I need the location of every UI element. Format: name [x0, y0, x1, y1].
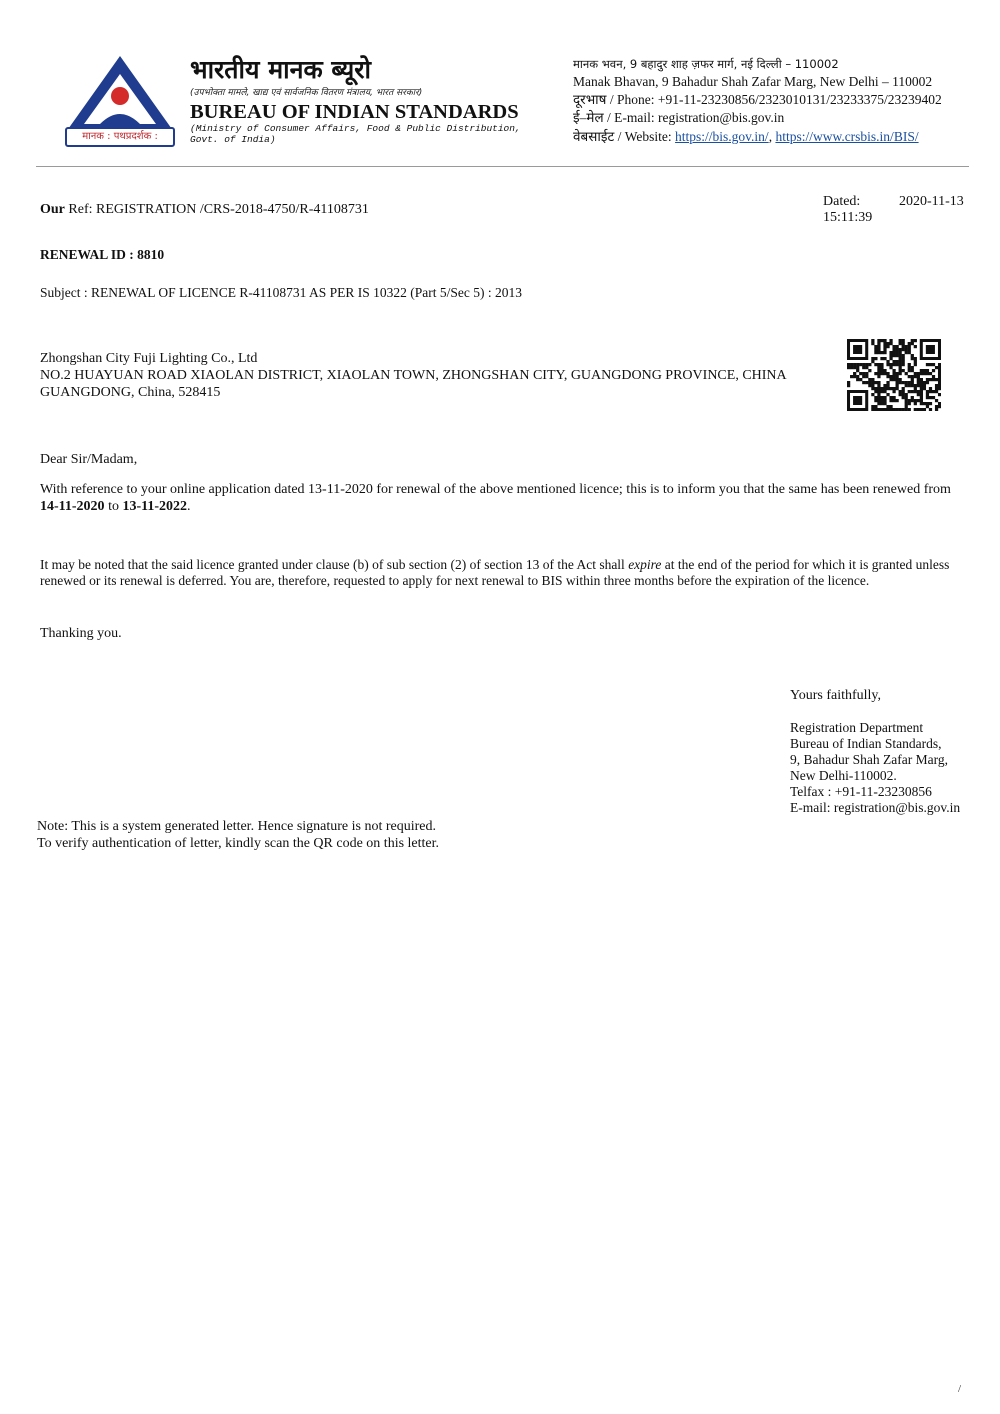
sign-email: E-mail: registration@bis.gov.in: [790, 800, 961, 815]
contact-block: [573, 56, 973, 147]
org-name-english: BUREAU OF INDIAN STANDARDS: [190, 101, 519, 123]
renewal-from-date: 14-11-2020: [40, 499, 105, 514]
phone-label: दूरभाष / Phone:: [573, 92, 658, 107]
addressee-address-line-2: GUANGDONG, China, 528415: [40, 385, 221, 400]
address-english: Manak Bhavan, 9 Bahadur Shah Zafar Marg, New Delhi – 110002: [573, 74, 933, 89]
our-label: Our: [40, 202, 65, 217]
time-value: 15:11:39: [823, 210, 873, 225]
renewal-to-date: 13-11-2022: [122, 499, 188, 514]
website-label: वेबसाईट / Website:: [573, 129, 676, 144]
qr-code-icon: [847, 339, 941, 411]
salutation: Dear Sir/Madam,: [40, 452, 138, 467]
email-line: [573, 109, 973, 127]
note-line-2: To verify authentication of letter, kindly scan the QR code on this letter.: [37, 836, 440, 851]
addressee-name: Zhongshan City Fuji Lighting Co., Ltd: [40, 351, 258, 366]
ministry-english-line-1: (Ministry of Consumer Affairs, Food & Public Distribution,: [190, 123, 521, 134]
renewal-paragraph-text: With reference to your online application dated 13-11-2020 for renewal of the above mentioned licence; this is to inform you that the same has been renewed from: [40, 482, 951, 497]
address-hindi: मानक भवन, 9 बहादुर शाह ज़फर मार्ग, नई दिल्ली – 110002: [573, 57, 839, 71]
bis-website-link[interactable]: https://bis.gov.in/: [675, 129, 769, 144]
email-label: ई–मेल / E-mail:: [573, 110, 658, 125]
renewal-paragraph-end: .: [187, 499, 191, 514]
crsbis-website-link[interactable]: https://www.crsbis.in/BIS/: [775, 129, 919, 144]
subject-line: Subject : RENEWAL OF LICENCE R-41108731 AS PER IS 10322 (Part 5/Sec 5) : 2013: [40, 285, 522, 300]
closing-line: Yours faithfully,: [790, 688, 882, 703]
signature-block: [790, 720, 960, 816]
dated-label: Dated:: [823, 194, 861, 209]
date-value: 2020-11-13: [899, 194, 964, 209]
org-name-hindi: भारतीय मानक ब्यूरो: [190, 55, 371, 84]
reference-line: [40, 201, 369, 218]
sign-telfax: Telfax : +91-11-23230856: [790, 784, 932, 799]
expiry-paragraph-end: at the end of the period for which it is granted unless renewed or its renewal is deferred. You are, therefore, requested to apply for next renewal to BIS within three months before the expiration of the licence.: [40, 557, 950, 588]
addressee-address-line-1: NO.2 HUAYUAN ROAD XIAOLAN DISTRICT, XIAOLAN TOWN, ZHONGSHAN CITY, GUANGDONG PROVINCE, CHINA: [40, 368, 787, 383]
phone-line: [573, 91, 973, 109]
sign-department: Registration Department: [790, 720, 924, 735]
email-address: registration@bis.gov.in: [657, 110, 785, 125]
sign-organisation: Bureau of Indian Standards,: [790, 736, 942, 751]
expiry-paragraph-start: It may be noted that the said licence granted under clause (b) of sub section (2) of section 13 of the Act shall: [40, 557, 629, 572]
renewal-to-word: to: [104, 499, 123, 514]
expire-word: expire: [628, 557, 662, 572]
sign-city: New Delhi-110002.: [790, 768, 897, 783]
website-line: [573, 127, 973, 147]
logo-motto: मानक : पथप्रदर्शक :: [82, 131, 158, 142]
addressee-block: [40, 350, 830, 401]
thanking-line: Thanking you.: [40, 626, 122, 641]
phone-numbers: +91-11-23230856/2323010131/23233375/23239402: [657, 92, 942, 107]
renewal-paragraph: [40, 481, 970, 515]
page-mark: /: [958, 1383, 962, 1395]
expiry-paragraph: [40, 557, 970, 589]
ministry-english-line-2: Govt. of India): [190, 134, 276, 145]
verification-qr-code: [847, 339, 941, 411]
header-divider: [36, 166, 969, 167]
reference-number: Ref: REGISTRATION /CRS-2018-4750/R-41108731: [64, 202, 369, 217]
website-separator: ,: [768, 129, 776, 144]
note-line-1: Note: This is a system generated letter. Hence signature is not required.: [37, 819, 437, 834]
ministry-hindi: (उपभोक्ता मामले, खाद्य एवं सार्वजनिक वितरण मंत्रालय, भारत सरकार): [190, 88, 423, 98]
renewal-id: RENEWAL ID : 8810: [40, 247, 165, 262]
sign-street: 9, Bahadur Shah Zafar Marg,: [790, 752, 948, 767]
system-note: [37, 818, 439, 852]
bis-logo: [64, 52, 176, 148]
